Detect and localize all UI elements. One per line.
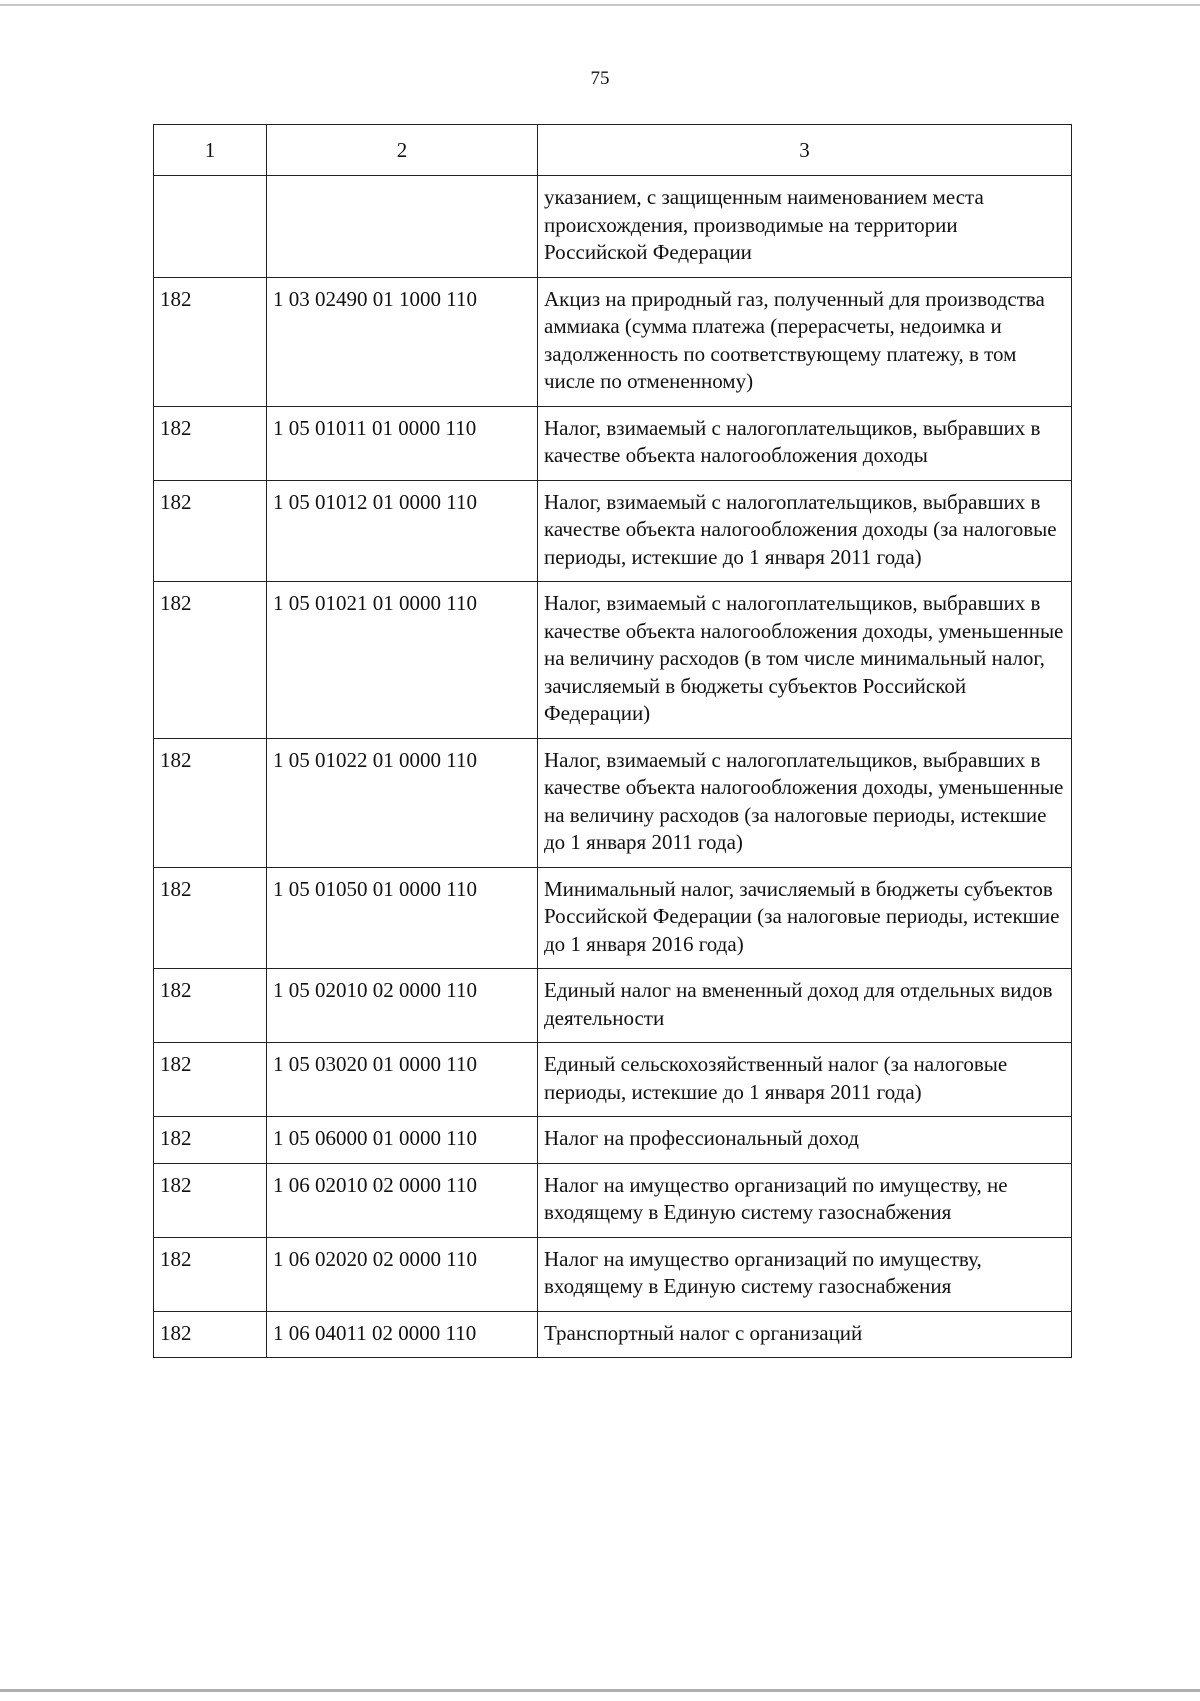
table-row [154, 969, 1072, 1043]
admin-code-cell: 182 [154, 867, 267, 969]
budget-code-cell: 1 05 01021 01 0000 110 [267, 582, 538, 739]
admin-code-cell: 182 [154, 1163, 267, 1237]
table-row [154, 1163, 1072, 1237]
table-row [154, 582, 1072, 739]
revenue-name-cell: Налог на профессиональный доход [538, 1117, 1072, 1164]
revenue-codes-table [153, 124, 1072, 1358]
budget-code-cell: 1 03 02490 01 1000 110 [267, 277, 538, 406]
page-number: 75 [590, 68, 610, 89]
revenue-name-cell: Транспортный налог с организаций [538, 1311, 1072, 1358]
budget-code-cell: 1 06 02010 02 0000 110 [267, 1163, 538, 1237]
admin-code-cell: 182 [154, 406, 267, 480]
admin-code-cell: 182 [154, 1043, 267, 1117]
admin-code-cell: 182 [154, 582, 267, 739]
budget-code-cell: 1 05 03020 01 0000 110 [267, 1043, 538, 1117]
budget-code-cell: 1 06 04011 02 0000 110 [267, 1311, 538, 1358]
budget-code-cell: 1 05 02010 02 0000 110 [267, 969, 538, 1043]
revenue-name-cell: указанием, с защищенным наименованием места происхождения, производимые на территории Российской Федерации [538, 176, 1072, 278]
table-row [154, 176, 1072, 278]
table-row [154, 738, 1072, 867]
scan-edge-line-top [0, 4, 1200, 6]
table-row [154, 406, 1072, 480]
revenue-name-cell: Налог на имущество организаций по имуществу, входящему в Единую систему газоснабжения [538, 1237, 1072, 1311]
admin-code-cell: 182 [154, 1237, 267, 1311]
revenue-name-cell: Акциз на природный газ, полученный для производства аммиака (сумма платежа (перерасчеты, недоимка и задолженность по соответствующему платежу, в том числе по отмененному) [538, 277, 1072, 406]
revenue-name-cell: Налог на имущество организаций по имуществу, не входящему в Единую систему газоснабжения [538, 1163, 1072, 1237]
column-header-1: 1 [154, 125, 267, 176]
budget-code-cell: 1 06 02020 02 0000 110 [267, 1237, 538, 1311]
scan-edge-line-bottom [0, 1689, 1200, 1692]
budget-code-cell: 1 05 01050 01 0000 110 [267, 867, 538, 969]
column-header-3: 3 [538, 125, 1072, 176]
budget-code-cell: 1 05 01012 01 0000 110 [267, 480, 538, 582]
revenue-name-cell: Единый сельскохозяйственный налог (за налоговые периоды, истекшие до 1 января 2011 года) [538, 1043, 1072, 1117]
revenue-name-cell: Минимальный налог, зачисляемый в бюджеты субъектов Российской Федерации (за налоговые периоды, истекшие до 1 января 2016 года) [538, 867, 1072, 969]
table-row [154, 1311, 1072, 1358]
revenue-name-cell: Единый налог на вмененный доход для отдельных видов деятельности [538, 969, 1072, 1043]
table-header-row [154, 125, 1072, 176]
table-row [154, 480, 1072, 582]
budget-code-cell: 1 05 01011 01 0000 110 [267, 406, 538, 480]
table-row [154, 277, 1072, 406]
budget-code-cell: 1 05 01022 01 0000 110 [267, 738, 538, 867]
revenue-name-cell: Налог, взимаемый с налогоплательщиков, выбравших в качестве объекта налогообложения доходы, уменьшенные на величину расходов (за налоговые периоды, истекшие до 1 января 2011 года) [538, 738, 1072, 867]
admin-code-cell: 182 [154, 969, 267, 1043]
revenue-name-cell: Налог, взимаемый с налогоплательщиков, выбравших в качестве объекта налогообложения доходы [538, 406, 1072, 480]
admin-code-cell: 182 [154, 277, 267, 406]
column-header-2: 2 [267, 125, 538, 176]
admin-code-cell: 182 [154, 738, 267, 867]
table-row [154, 1237, 1072, 1311]
revenue-name-cell: Налог, взимаемый с налогоплательщиков, выбравших в качестве объекта налогообложения доходы (за налоговые периоды, истекшие до 1 января 2011 года) [538, 480, 1072, 582]
admin-code-cell: 182 [154, 480, 267, 582]
admin-code-cell: 182 [154, 1311, 267, 1358]
budget-code-cell: 1 05 06000 01 0000 110 [267, 1117, 538, 1164]
table-row [154, 1117, 1072, 1164]
table-row [154, 867, 1072, 969]
admin-code-cell [154, 176, 267, 278]
revenue-name-cell: Налог, взимаемый с налогоплательщиков, выбравших в качестве объекта налогообложения доходы, уменьшенные на величину расходов (в том числе минимальный налог, зачисляемый в бюджеты субъектов Российской Федерации) [538, 582, 1072, 739]
budget-code-cell [267, 176, 538, 278]
admin-code-cell: 182 [154, 1117, 267, 1164]
table-row [154, 1043, 1072, 1117]
